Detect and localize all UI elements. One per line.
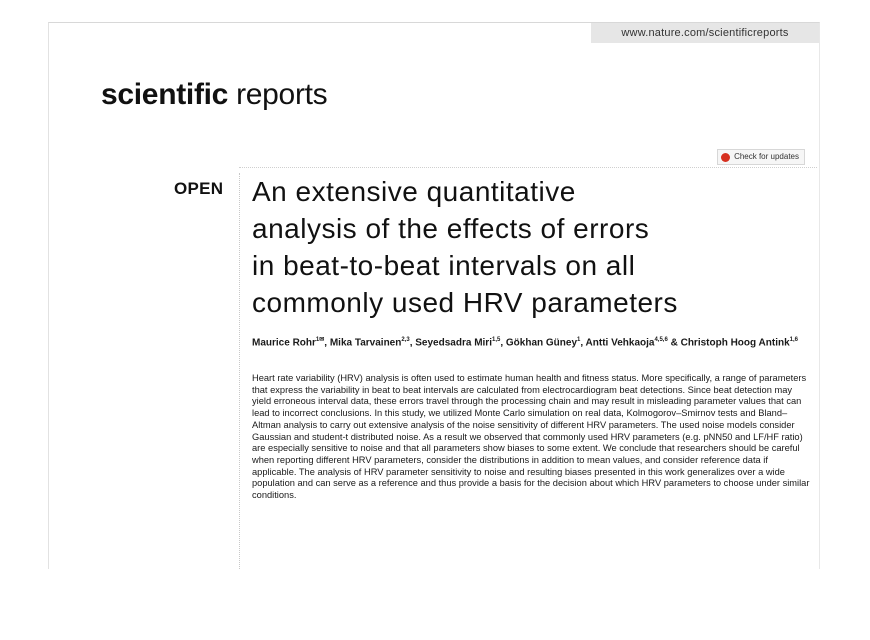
author-name[interactable]: Christoph Hoog Antink xyxy=(680,337,790,349)
open-access-label: OPEN xyxy=(174,179,224,198)
header-divider xyxy=(239,167,817,168)
author-affiliation: 1 xyxy=(577,337,581,343)
column-divider xyxy=(239,173,240,569)
journal-name-regular: reports xyxy=(228,78,328,111)
author-list: Maurice Rohr$^{1✉}$, Mika Tarvainen$^{2,3}$, Seyedsadra Miri$^{1,5}$, Gökhan Güney$^1$, Antti Vehkaoja$^{4,5,6}$ & Christoph Hoog Antink$^{1,6}$ xyxy=(252,337,798,349)
abstract: Heart rate variability (HRV) analysis is often used to estimate human health and fitness status. More specifically, a range of parameters that express the variability in beat to beat intervals are calculated from electrocardiogram beat detections. Since beat detection may yield erroneous interval data, these errors travel through the processing chain and may result in misleading parameter values that can lead to incorrect conclusions. In this study, we utilized Monte Carlo simulation on real data, Kolmogorov–Smirnov tests and Bland–Altman analysis to carry out extensive analysis of the noise sensitivity of different HRV parameters. The used noise models consider Gaussian and student-t distributed noise. As a result we observed that commonly used HRV parameters (e.g. pNN50 and LF/HF ratio) are especially sensitive to noise and that all parameters show biases to some extent. We conclude that researchers should be careful when reporting different HRV parameters, consider the distributions in addition to mean values, and consider reference data if applicable. The analysis of HRV parameter sensitivity to noise and resulting biases presented in this work generalizes over a wide population and can serve as a reference and thus provide a basis for the decision about which HRV parameters to choose under similar conditions. xyxy=(252,373,810,501)
author-name[interactable]: Gökhan Güney xyxy=(505,337,578,349)
journal-logo xyxy=(101,78,327,112)
author-affiliation: 1✉ xyxy=(315,337,325,343)
check-for-updates-button[interactable] xyxy=(717,149,805,165)
author-affiliation: 1,5 xyxy=(491,337,501,343)
journal-url[interactable]: www.nature.com/scientificreports xyxy=(591,23,819,43)
article-title: An extensive quantitative analysis of the effects of errors in beat-to-beat intervals on all commonly used HRV parameters xyxy=(252,176,678,318)
author-name[interactable]: Antti Vehkaoja xyxy=(585,337,655,349)
author-name[interactable]: Mika Tarvainen xyxy=(329,337,402,349)
author-name[interactable]: Seyedsadra Miri xyxy=(415,337,492,349)
author-affiliation: 4,5,6 xyxy=(654,337,668,343)
article-page xyxy=(48,22,820,569)
journal-name-bold: scientific xyxy=(101,78,229,111)
check-updates-icon xyxy=(721,153,730,162)
check-updates-label: Check for updates xyxy=(734,152,799,161)
author-affiliation: 1,6 xyxy=(789,337,798,343)
author-affiliation: 2,3 xyxy=(401,337,410,343)
author-name[interactable]: Maurice Rohr xyxy=(252,337,316,349)
